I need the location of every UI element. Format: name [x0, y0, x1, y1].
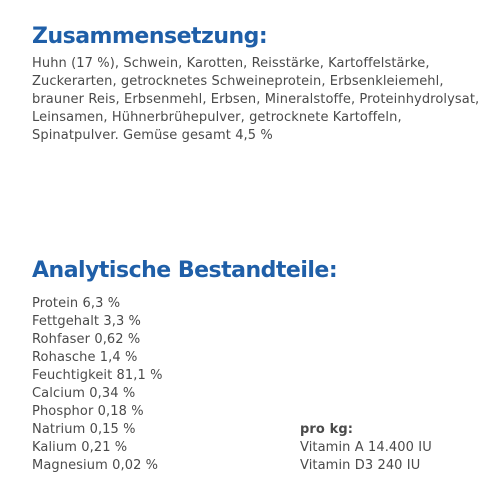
analytics-heading: Analytische Bestandteile: [32, 258, 338, 283]
analytics-item-phosphorus: Phosphor 0,18 % [32, 404, 144, 419]
analytics-item-ash: Rohasche 1,4 % [32, 350, 138, 365]
analytics-item-magnesium: Magnesium 0,02 % [32, 458, 159, 473]
analytics-item-sodium: Natrium 0,15 % [32, 422, 136, 437]
analytics-item-fat: Fettgehalt 3,3 % [32, 314, 142, 329]
vitamin-a-line: Vitamin A 14.400 IU [300, 440, 432, 455]
vitamin-d3-line: Vitamin D3 240 IU [300, 458, 421, 473]
composition-text: Huhn (17 %), Schwein, Karotten, Reisstärke, Kartoffelstärke, Zuckerarten, getrocknetes Schweineprotein, Erbsenkleiemehl, brauner Reis, Erbsenmehl, Erbsen, Mineralstoffe, Proteinhydrolysat, Leinsamen, Hühnerbrühepulver, getrocknete Kartoffeln, Spinatpulver. Gemüse gesamt 4,5 % [32, 56, 480, 143]
analytics-item-potassium: Kalium 0,21 % [32, 440, 128, 455]
composition-heading: Zusammensetzung: [32, 24, 268, 49]
vitamins-block [300, 421, 432, 475]
analytics-item-calcium: Calcium 0,34 % [32, 386, 136, 401]
analytics-item-fiber: Rohfaser 0,62 % [32, 332, 141, 347]
analytics-list [32, 295, 163, 475]
vitamins-heading: pro kg: [300, 422, 354, 437]
analytics-item-moisture: Feuchtigkeit 81,1 % [32, 368, 163, 383]
analytics-item-protein: Protein 6,3 % [32, 296, 121, 311]
